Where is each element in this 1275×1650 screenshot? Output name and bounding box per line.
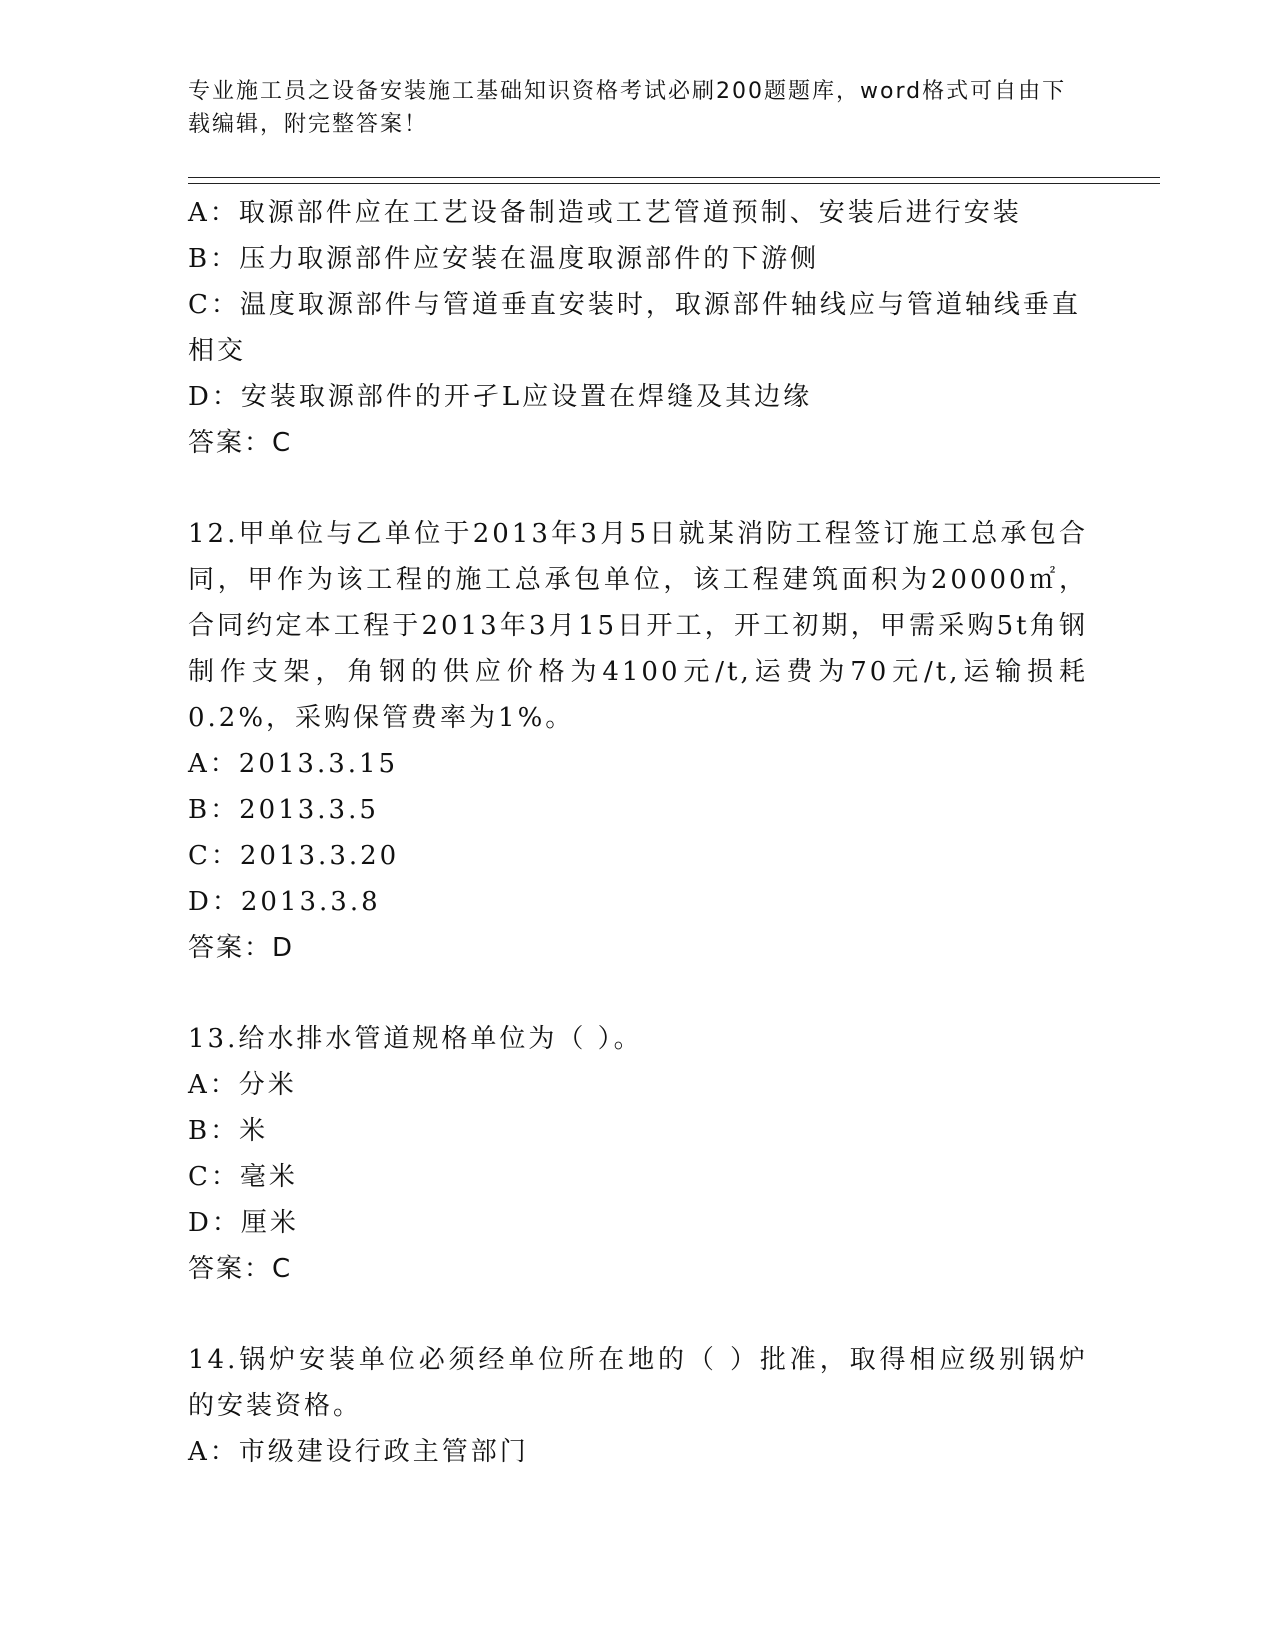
option-a: A：取源部件应在工艺设备制造或工艺管道预制、安装后进行安装 — [188, 198, 1022, 228]
option-a: A：市级建设行政主管部门 — [188, 1437, 529, 1467]
question-14 — [188, 1337, 1088, 1475]
question-gap — [188, 971, 1088, 1016]
question-gap — [188, 1292, 1088, 1337]
option-c: C：2013.3.20 — [188, 841, 400, 871]
option-d: D：安装取源部件的开孑L应设置在焊缝及其边缘 — [188, 382, 813, 412]
header-rule-top — [188, 177, 1160, 178]
option-c: C：温度取源部件与管道垂直安装时，取源部件轴线应与管道轴线垂直相交 — [188, 290, 1081, 366]
option-b: B：2013.3.5 — [188, 795, 379, 825]
option-a: A：分米 — [188, 1070, 297, 1100]
question-stem: 12.甲单位与乙单位于2013年3月5日就某消防工程签订施工总承包合同，甲作为该工程的施工总承包单位，该工程建筑面积为20000㎡，合同约定本工程于2013年3月15日开工，开工初期，甲需采购5t角钢制作支架，角钢的供应价格为4100元/t,运费为70元/t,运输损耗0.2%，采购保管费率为1%。 — [188, 519, 1088, 733]
option-c: C：毫米 — [188, 1162, 298, 1192]
question-13 — [188, 1016, 1088, 1292]
document-header: 专业施工员之设备安装施工基础知识资格考试必刷200题题库，word格式可自由下载编辑，附完整答案！ — [188, 79, 1067, 137]
option-a: A：2013.3.15 — [188, 749, 399, 779]
question-stem: 13.给水排水管道规格单位为（ ）。 — [188, 1024, 643, 1054]
answer-line: 答案：C — [188, 1254, 293, 1284]
answer-line: 答案：D — [188, 933, 295, 963]
answer-line: 答案：C — [188, 428, 293, 458]
question-12 — [188, 511, 1088, 971]
question-gap — [188, 466, 1088, 511]
header-rule-bottom — [188, 183, 1160, 184]
question-content — [188, 190, 1088, 1475]
question-11 — [188, 190, 1088, 466]
option-b: B：压力取源部件应安装在温度取源部件的下游侧 — [188, 244, 820, 274]
question-stem: 14.锅炉安装单位必须经单位所在地的（ ）批准，取得相应级别锅炉的安装资格。 — [188, 1345, 1088, 1421]
option-d: D：2013.3.8 — [188, 887, 381, 917]
option-b: B：米 — [188, 1116, 269, 1146]
option-d: D：厘米 — [188, 1208, 299, 1238]
